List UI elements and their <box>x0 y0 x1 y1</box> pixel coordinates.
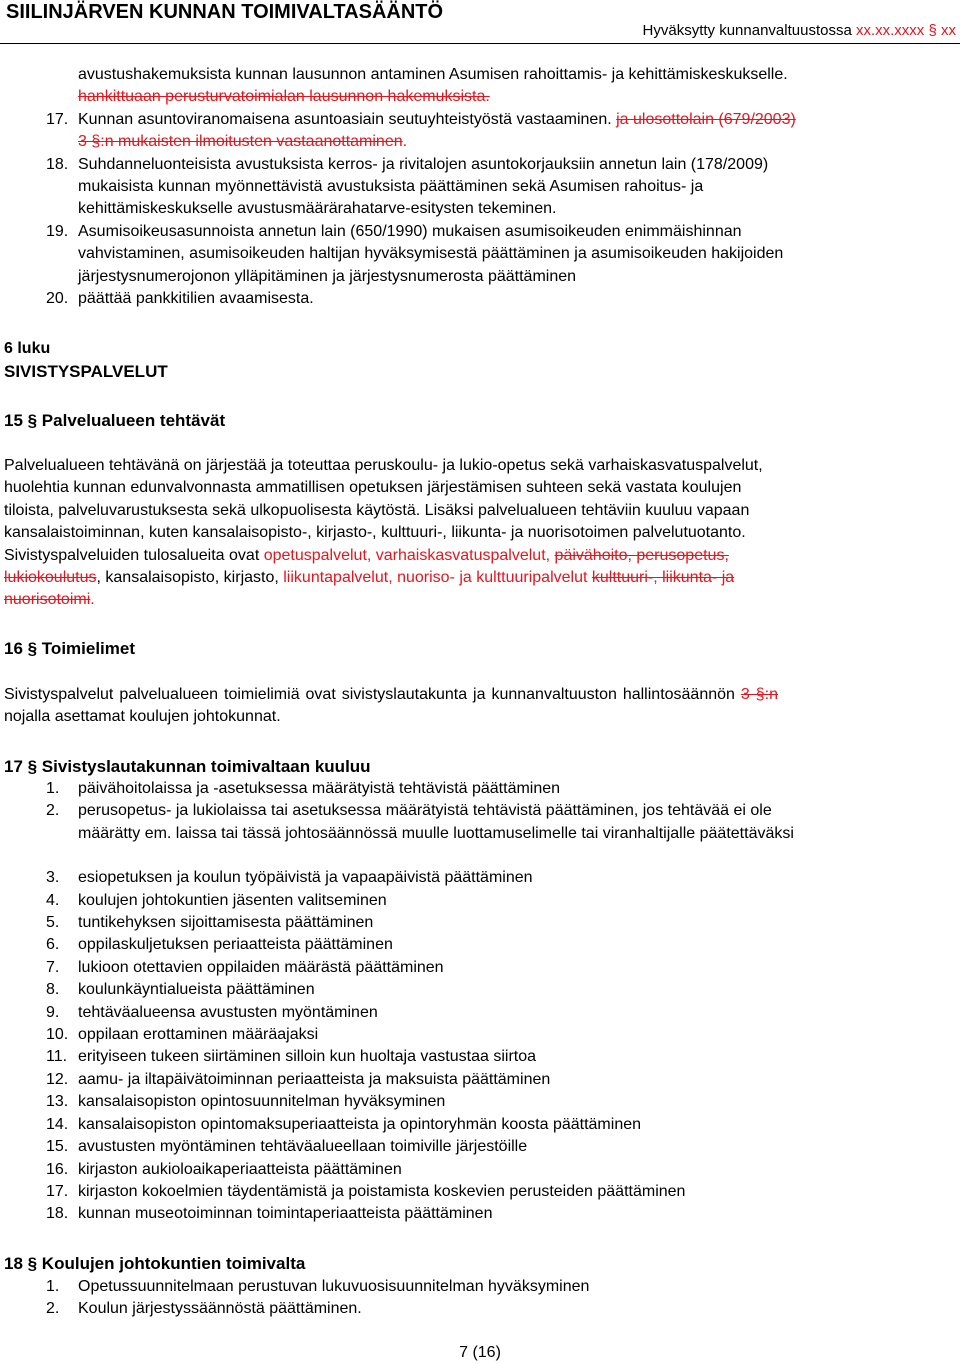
list-item <box>0 912 960 934</box>
list-item <box>0 1046 960 1068</box>
item-text: Koulun järjestyssäännöstä päättäminen. <box>78 1300 362 1318</box>
text-line: kansalaistoiminnan, kuten kansalaisopisto-, kirjasto-, kulttuuri-, liikunta- ja nuorisotoimen palvelutuotanto. <box>4 524 746 542</box>
item-text: mukaisista kunnan myönnettävistä avustuksista päättäminen sekä Asumisen rahoitus- ja <box>78 178 704 196</box>
deleted-text: hankittuaan perusturvatoimialan lausunnon hakemuksista. <box>78 88 490 106</box>
page-number: 7 (16) <box>459 1344 501 1361</box>
list-item <box>0 890 960 912</box>
list-item <box>0 64 960 86</box>
item-text: vahvistaminen, asumisoikeuden haltijan hyväksymisestä päättäminen ja asumisoikeuden hakijoiden <box>78 245 784 263</box>
text-line: Palvelualueen tehtävänä on järjestää ja toteuttaa peruskoulu- ja lukio-opetus sekä varhaiskasvatuspalvelut, <box>4 457 763 474</box>
item-text: tuntikehyksen sijoittamisesta päättäminen <box>78 914 374 932</box>
item-text: koulujen johtokuntien jäsenten valitseminen <box>78 891 387 909</box>
item-text: kansalaisopiston opintosuunnitelman hyväksyminen <box>78 1093 446 1111</box>
item-text: erityiseen tukeen siirtäminen silloin kun huoltaja vastustaa siirtoa <box>78 1048 537 1066</box>
deleted-text: päivähoito, perusopetus, <box>554 546 729 564</box>
item-number: 16. <box>46 1160 69 1178</box>
page-header <box>0 0 960 40</box>
list-item <box>0 1002 960 1024</box>
list-item <box>0 934 960 956</box>
item-text: päättää pankkitilien avaamisesta. <box>78 290 314 308</box>
item-text: Asumisoikeusasunnoista annetun lain (650/1990) mukaisen asumisoikeuden enimmäishinnan <box>78 222 742 240</box>
deleted-text: kulttuuri-, liikunta- ja <box>591 569 735 587</box>
approval-label: Hyväksytty kunnanvaltuustossa <box>642 22 856 39</box>
item-number: 5. <box>46 914 60 932</box>
list-item <box>0 266 960 288</box>
added-text: varhaiskasvatuspalvelut <box>375 546 546 564</box>
text: Sivistyspalvelut palvelualueen toimielimiä ovat sivistyslautakunta ja kunnanvaltuuston hallintosäännön <box>4 686 741 703</box>
deleted-text: 3 §:n <box>740 686 778 703</box>
added-text: liikuntapalvelut, nuoriso- ja kulttuuripalvelut <box>283 569 588 587</box>
item-text: Opetussuunnitelmaan perustuvan lukuvuosisuunnitelman hyväksyminen <box>78 1278 590 1295</box>
deleted-text: lukiokoulutus <box>4 569 97 587</box>
item-number: 4. <box>46 891 60 909</box>
item-number: 6. <box>46 936 60 954</box>
list-item <box>0 131 960 153</box>
approval-section-mark: § <box>924 22 941 39</box>
item-text: lukioon otettavien oppilaiden määrästä päättäminen <box>78 958 444 976</box>
list-item-20 <box>0 288 960 310</box>
section-15-heading: 15 § Palvelualueen tehtävät <box>4 411 226 430</box>
item-number: 19. <box>46 222 69 240</box>
item-text: määrätty em. laissa tai tässä johtosäännössä muulle luottamuselimelle tai viranhaltijalle päätettäväksi <box>78 824 794 842</box>
list-item <box>0 823 960 845</box>
text-line: huolehtia kunnan edunvalvonnasta ammatillisen opetuksen järjestämisen suhteen sekä vastata koulujen <box>4 479 742 497</box>
item-number: 9. <box>46 1003 60 1021</box>
list-item-17 <box>0 109 960 131</box>
document-title: SIILINJÄRVEN KUNNAN TOIMIVALTASÄÄNTÖ <box>6 1 444 23</box>
item-text: kehittämiskeskukselle avustusmäärärahatarve-esitysten tekeminen. <box>78 200 557 218</box>
list-item-18 <box>0 154 960 176</box>
list-item <box>0 1203 960 1225</box>
item-text: kunnan museotoiminnan toimintaperiaatteista päättäminen <box>78 1205 493 1223</box>
list-item <box>0 867 960 889</box>
text-line <box>4 545 956 567</box>
item-text: kirjaston aukioloaikaperiaatteista päättäminen <box>78 1160 402 1178</box>
list-item <box>0 778 960 800</box>
section-17-list <box>0 778 960 1226</box>
section-18-list <box>0 1276 960 1321</box>
item-number: 8. <box>46 981 60 999</box>
item-text: kirjaston kokoelmien täydentämistä ja poistamista koskevien perusteiden päättäminen <box>78 1182 686 1200</box>
added-text: opetuspalvelut <box>263 546 367 564</box>
item-number: 15. <box>46 1138 69 1156</box>
item-number: 18. <box>46 155 69 173</box>
section-18-heading: 18 § Koulujen johtokuntien toimivalta <box>4 1254 306 1273</box>
item-text: järjestysnumerojonon ylläpitäminen ja järjestysnumerosta päättäminen <box>78 267 577 285</box>
section-15-text <box>4 455 956 612</box>
item-text: oppilaan erottaminen määräajaksi <box>78 1026 319 1044</box>
item-text: Suhdanneluonteisista avustuksista kerros- ja rivitalojen asuntokorjauksiin annetun lain (178/2009) <box>78 155 769 173</box>
list-item <box>0 1181 960 1203</box>
housing-duties-list <box>0 64 960 310</box>
list-item <box>0 1024 960 1046</box>
item-text: esiopetuksen ja koulun työpäivistä ja vapaapäivistä päättäminen <box>78 869 533 887</box>
item-text: avustushakemuksista kunnan lausunnon antaminen Asumisen rahoittamis- ja kehittämiskeskukselle. <box>78 66 788 83</box>
text-line <box>4 684 956 706</box>
deleted-text: ja ulosottolain (679/2003) <box>616 110 796 128</box>
list-item <box>0 176 960 198</box>
text: , kansalaisopisto, kirjasto, <box>96 569 284 587</box>
section-17-heading: 17 § Sivistyslautakunnan toimivaltaan kuuluu <box>4 757 371 776</box>
item-number: 3. <box>46 869 60 887</box>
item-number: 11. <box>46 1048 68 1066</box>
list-item <box>0 1298 960 1320</box>
item-text: päivähoitolaissa ja -asetuksessa määrätyistä tehtävistä päättäminen <box>78 780 561 797</box>
chapter-number: 6 luku <box>4 340 51 357</box>
item-number: 14. <box>46 1115 69 1133</box>
list-item <box>0 1159 960 1181</box>
text-line <box>4 589 956 611</box>
deleted-text: 3 §:n mukaisten ilmoitusten vastaanottaminen <box>78 133 403 151</box>
list-item <box>0 979 960 1001</box>
header-divider <box>0 43 960 44</box>
item-text: koulunkäyntialueista päättäminen <box>78 981 315 999</box>
approval-date: xx.xx.xxxx <box>855 22 925 39</box>
list-item <box>0 1136 960 1158</box>
list-item <box>0 1091 960 1113</box>
red-text: . <box>402 133 408 151</box>
item-number: 18. <box>46 1205 69 1223</box>
item-number: 2. <box>46 1300 60 1318</box>
list-item <box>0 243 960 265</box>
list-item <box>0 1276 960 1298</box>
list-item <box>0 198 960 220</box>
list-item <box>0 86 960 108</box>
list-item <box>0 1069 960 1091</box>
approval-status <box>643 22 956 39</box>
item-number: 2. <box>46 802 60 820</box>
deleted-text: nuorisotoimi <box>4 591 91 609</box>
list-item <box>0 800 960 822</box>
item-text: oppilaskuljetuksen periaatteista päättäminen <box>78 936 393 954</box>
text-line: nojalla asettamat koulujen johtokunnat. <box>4 708 281 726</box>
item-number: 7. <box>46 958 60 976</box>
item-number: 17. <box>46 1182 69 1200</box>
item-number: 1. <box>46 780 60 797</box>
chapter-title: SIVISTYSPALVELUT <box>4 362 168 381</box>
text-line <box>4 567 956 589</box>
item-number: 1. <box>46 1278 60 1295</box>
item-number: 13. <box>46 1093 69 1111</box>
item-number: 20. <box>46 290 69 308</box>
added-text: , <box>366 546 376 564</box>
list-item-19 <box>0 221 960 243</box>
item-text: kansalaisopiston opintomaksuperiaatteista ja opintoryhmän koosta päättäminen <box>78 1115 642 1133</box>
item-text: Kunnan asuntoviranomaisena asuntoasiain seutuyhteistyöstä vastaaminen. <box>78 110 612 128</box>
added-text: . <box>90 591 95 609</box>
approval-section: xx <box>941 22 956 39</box>
item-text: tehtäväalueensa avustusten myöntäminen <box>78 1003 378 1021</box>
item-number: 12. <box>46 1070 69 1088</box>
item-text: avustusten myöntäminen tehtäväalueellaan toimiville järjestöille <box>78 1138 528 1156</box>
section-16-heading: 16 § Toimielimet <box>4 639 136 658</box>
item-number: 10. <box>46 1026 69 1044</box>
section-16-text <box>4 684 956 729</box>
list-item <box>0 1114 960 1136</box>
item-number: 17. <box>46 110 69 128</box>
text-line: tiloista, palveluvarustuksesta sekä ulkopuolisesta käytöstä. Lisäksi palvelualueen tehtäviin kuuluu vapaan <box>4 501 750 519</box>
text: Sivistyspalveluiden tulosalueita ovat <box>4 546 264 564</box>
added-text: , <box>545 546 555 564</box>
list-item <box>0 957 960 979</box>
item-text: aamu- ja iltapäivätoiminnan periaatteista ja maksuista päättäminen <box>78 1070 551 1088</box>
item-text: perusopetus- ja lukiolaissa tai asetuksessa määrätyistä tehtävistä päättäminen, jos tehtävää ei ole <box>78 802 772 820</box>
